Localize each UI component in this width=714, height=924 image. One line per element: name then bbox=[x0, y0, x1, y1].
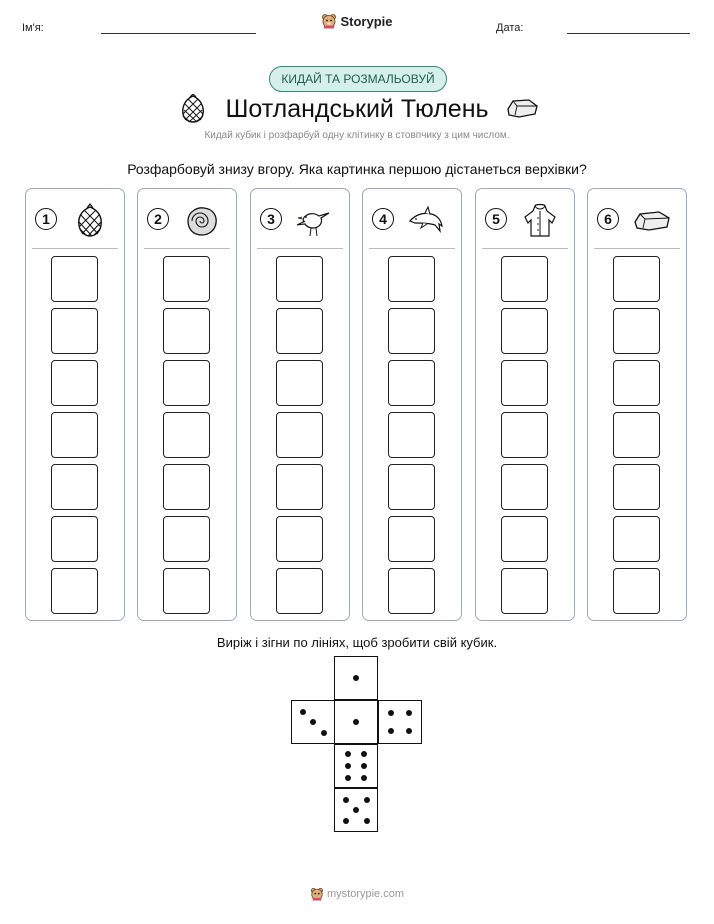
brand-name: Storypie bbox=[340, 13, 393, 29]
fishing-net-icon bbox=[70, 203, 110, 239]
color-cell[interactable] bbox=[388, 308, 435, 354]
color-cell[interactable] bbox=[276, 308, 323, 354]
cut-instruction: Виріж і зігни по лініях, щоб зробити свій кубик. bbox=[216, 635, 498, 650]
dice-pip bbox=[388, 728, 394, 734]
dice-pip bbox=[364, 797, 370, 803]
color-cell[interactable] bbox=[501, 360, 548, 406]
bear-mascot-icon bbox=[321, 13, 337, 29]
dice-pip bbox=[353, 719, 359, 725]
color-cell[interactable] bbox=[163, 516, 210, 562]
dice-face bbox=[378, 700, 422, 744]
footer bbox=[0, 887, 714, 904]
color-cell[interactable] bbox=[613, 464, 660, 510]
color-cell[interactable] bbox=[613, 412, 660, 458]
subtitle: Кидай кубик і розфарбуй одну клітинку в стовпчику з цим числом. bbox=[204, 130, 510, 141]
color-cell[interactable] bbox=[276, 360, 323, 406]
dice-pip bbox=[310, 719, 316, 725]
dice-pip bbox=[353, 675, 359, 681]
dice-face bbox=[334, 788, 378, 832]
color-cell[interactable] bbox=[388, 464, 435, 510]
color-cell[interactable] bbox=[501, 516, 548, 562]
color-cell[interactable] bbox=[501, 464, 548, 510]
color-cell[interactable] bbox=[276, 516, 323, 562]
seagull-icon bbox=[295, 203, 335, 239]
dice-pip bbox=[406, 710, 412, 716]
raincoat-icon bbox=[520, 203, 560, 239]
dice-pip bbox=[353, 807, 359, 813]
color-cell[interactable] bbox=[163, 308, 210, 354]
color-cell[interactable] bbox=[613, 308, 660, 354]
column-divider bbox=[594, 248, 680, 249]
color-cell[interactable] bbox=[501, 412, 548, 458]
dice-pip bbox=[321, 730, 327, 736]
column-number: 2 bbox=[147, 208, 169, 230]
color-cell[interactable] bbox=[613, 256, 660, 302]
color-cell[interactable] bbox=[276, 568, 323, 614]
color-cell[interactable] bbox=[501, 308, 548, 354]
column-divider bbox=[32, 248, 118, 249]
color-cell[interactable] bbox=[163, 568, 210, 614]
footer-url: mystorypie.com bbox=[326, 888, 405, 900]
color-cell[interactable] bbox=[51, 568, 98, 614]
color-cell[interactable] bbox=[51, 308, 98, 354]
column-number: 1 bbox=[35, 208, 57, 230]
color-cell[interactable] bbox=[276, 412, 323, 458]
column-divider bbox=[257, 248, 343, 249]
dice-pip bbox=[361, 751, 367, 757]
column-number: 5 bbox=[485, 208, 507, 230]
color-cell[interactable] bbox=[388, 516, 435, 562]
dice-pip bbox=[343, 797, 349, 803]
dice-pip bbox=[343, 818, 349, 824]
activity-badge: КИДАЙ ТА РОЗМАЛЬОВУЙ bbox=[269, 66, 447, 92]
dice-pip bbox=[361, 775, 367, 781]
color-cell[interactable] bbox=[613, 568, 660, 614]
dice-pip bbox=[388, 710, 394, 716]
instruction: Розфарбовуй знизу вгору. Яка картинка першою дістанеться верхівки? bbox=[127, 161, 587, 177]
date-line[interactable] bbox=[567, 33, 690, 34]
color-cell[interactable] bbox=[388, 360, 435, 406]
dice-face bbox=[334, 700, 378, 744]
dice-face bbox=[334, 656, 378, 700]
bear-mascot-icon bbox=[310, 887, 324, 901]
dolphin-icon bbox=[407, 203, 447, 239]
column-6 bbox=[587, 188, 687, 621]
color-cell[interactable] bbox=[163, 360, 210, 406]
column-4 bbox=[362, 188, 462, 621]
dice-pip bbox=[300, 709, 306, 715]
date-label: Дата: bbox=[496, 22, 524, 34]
color-cell[interactable] bbox=[163, 412, 210, 458]
color-cell[interactable] bbox=[51, 516, 98, 562]
dice-face bbox=[291, 700, 335, 744]
column-divider bbox=[144, 248, 230, 249]
column-5 bbox=[475, 188, 575, 621]
color-cell[interactable] bbox=[501, 568, 548, 614]
dice-pip bbox=[406, 728, 412, 734]
color-cell[interactable] bbox=[51, 256, 98, 302]
brand-logo bbox=[0, 13, 714, 34]
dice-pip bbox=[345, 763, 351, 769]
color-cell[interactable] bbox=[388, 568, 435, 614]
column-3 bbox=[250, 188, 350, 621]
rock-icon bbox=[632, 203, 672, 239]
color-cell[interactable] bbox=[51, 360, 98, 406]
color-cell[interactable] bbox=[613, 360, 660, 406]
name-label: Ім'я: bbox=[22, 22, 44, 34]
title-rock-icon bbox=[505, 97, 539, 124]
dice-pip bbox=[361, 763, 367, 769]
color-cell[interactable] bbox=[51, 412, 98, 458]
column-2 bbox=[137, 188, 237, 621]
color-cell[interactable] bbox=[501, 256, 548, 302]
column-divider bbox=[482, 248, 568, 249]
column-number: 3 bbox=[260, 208, 282, 230]
dice-pip bbox=[345, 775, 351, 781]
column-number: 4 bbox=[372, 208, 394, 230]
color-cell[interactable] bbox=[163, 256, 210, 302]
color-cell[interactable] bbox=[276, 464, 323, 510]
color-cell[interactable] bbox=[388, 256, 435, 302]
dice-face bbox=[334, 744, 378, 788]
column-1 bbox=[25, 188, 125, 621]
color-cell[interactable] bbox=[276, 256, 323, 302]
column-divider bbox=[369, 248, 455, 249]
column-number: 6 bbox=[597, 208, 619, 230]
color-cell[interactable] bbox=[613, 516, 660, 562]
color-cell[interactable] bbox=[163, 464, 210, 510]
dice-pip bbox=[364, 818, 370, 824]
shell-icon bbox=[182, 203, 222, 239]
page-title: Шотландський Тюлень bbox=[225, 95, 489, 123]
color-cell[interactable] bbox=[388, 412, 435, 458]
color-cell[interactable] bbox=[51, 464, 98, 510]
dice-pip bbox=[345, 751, 351, 757]
